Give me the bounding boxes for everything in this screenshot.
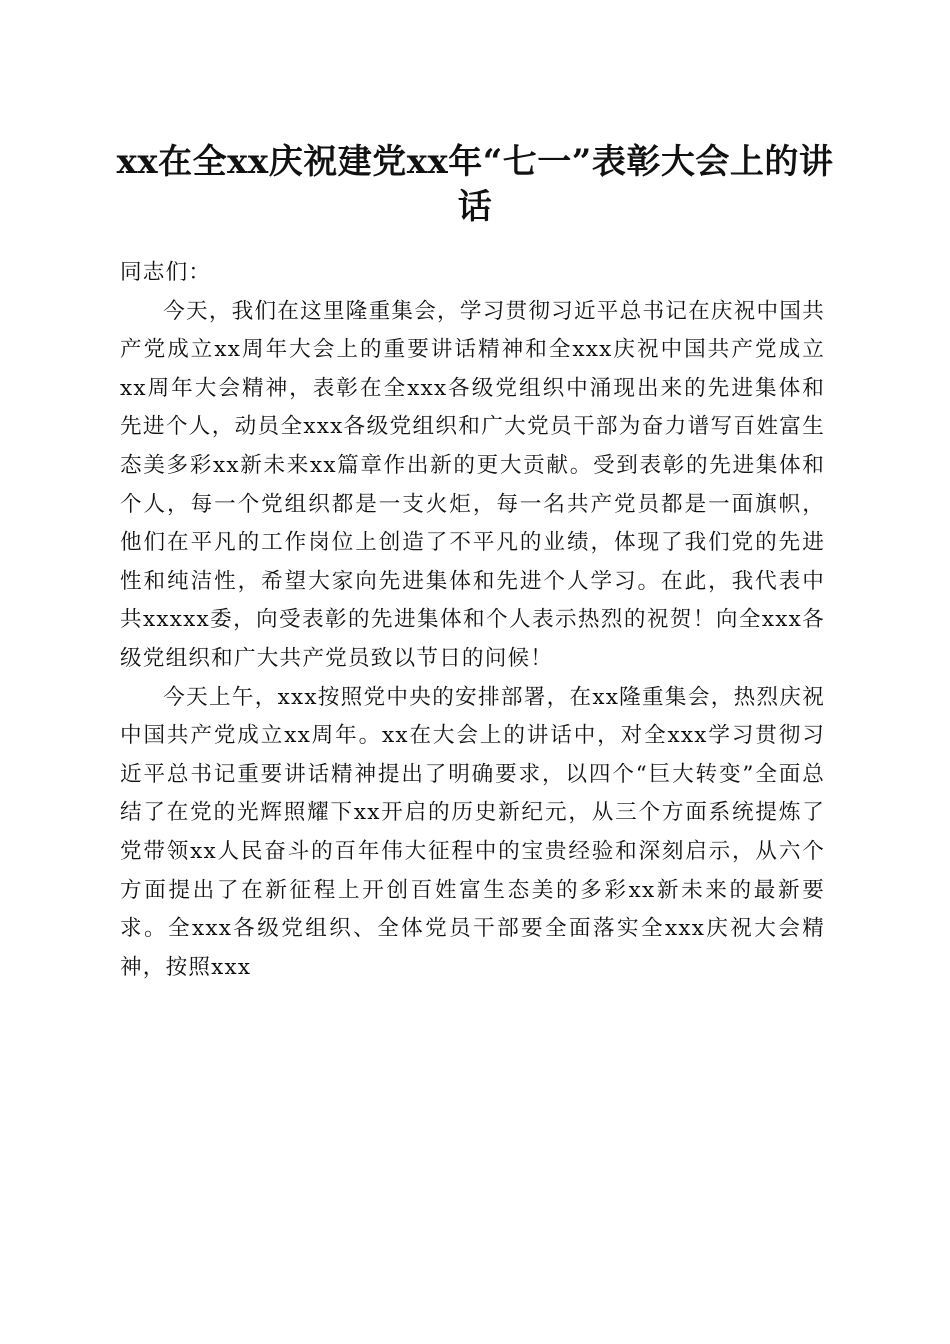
paragraph-2: 今天上午，xxx按照党中央的安排部署，在xx隆重集会，热烈庆祝中国共产党成立xx周年。xx在大会上的讲话中，对全xxx学习贯彻习近平总书记重要讲话精神提出了明确要求，以四个“巨大转变”全面总结了在党的光辉照耀下xx开启的历史新纪元，从三个方面系统提炼了党带领xx人民奋斗的百年伟大征程中的宝贵经验和深刻启示，从六个方面提出了在新征程上开创百姓富生态美的多彩xx新未来的最新要求。全xxx各级党组织、全体党员干部要全面落实全xxx庆祝大会精神，按照xxx (120, 684, 825, 980)
paragraph-1: 今天，我们在这里隆重集会，学习贯彻习近平总书记在庆祝中国共产党成立xx周年大会上的重要讲话精神和全xxx庆祝中国共产党成立xx周年大会精神，表彰在全xxx各级党组织中涌现出来的先进集体和先进个人，动员全xxx各级党组织和广大党员干部为奋力谱写百姓富生态美多彩xx新未来xx篇章作出新的更大贡献。受到表彰的先进集体和个人，每一个党组织都是一支火炬，每一名共产党员都是一面旗帜，他们在平凡的工作岗位上创造了不平凡的业绩，体现了我们党的先进性和纯洁性，希望大家向先进集体和先进个人学习。在此，我代表中共xxxxx委，向受表彰的先进集体和个人表示热烈的祝贺！向全xxx各级党组织和广大共产党员致以节日的问候！ (120, 298, 825, 671)
document-body (120, 254, 825, 987)
document-title: xx在全xx庆祝建党xx年“七一”表彰大会上的讲话 (116, 142, 834, 227)
salutation: 同志们： (120, 260, 212, 285)
